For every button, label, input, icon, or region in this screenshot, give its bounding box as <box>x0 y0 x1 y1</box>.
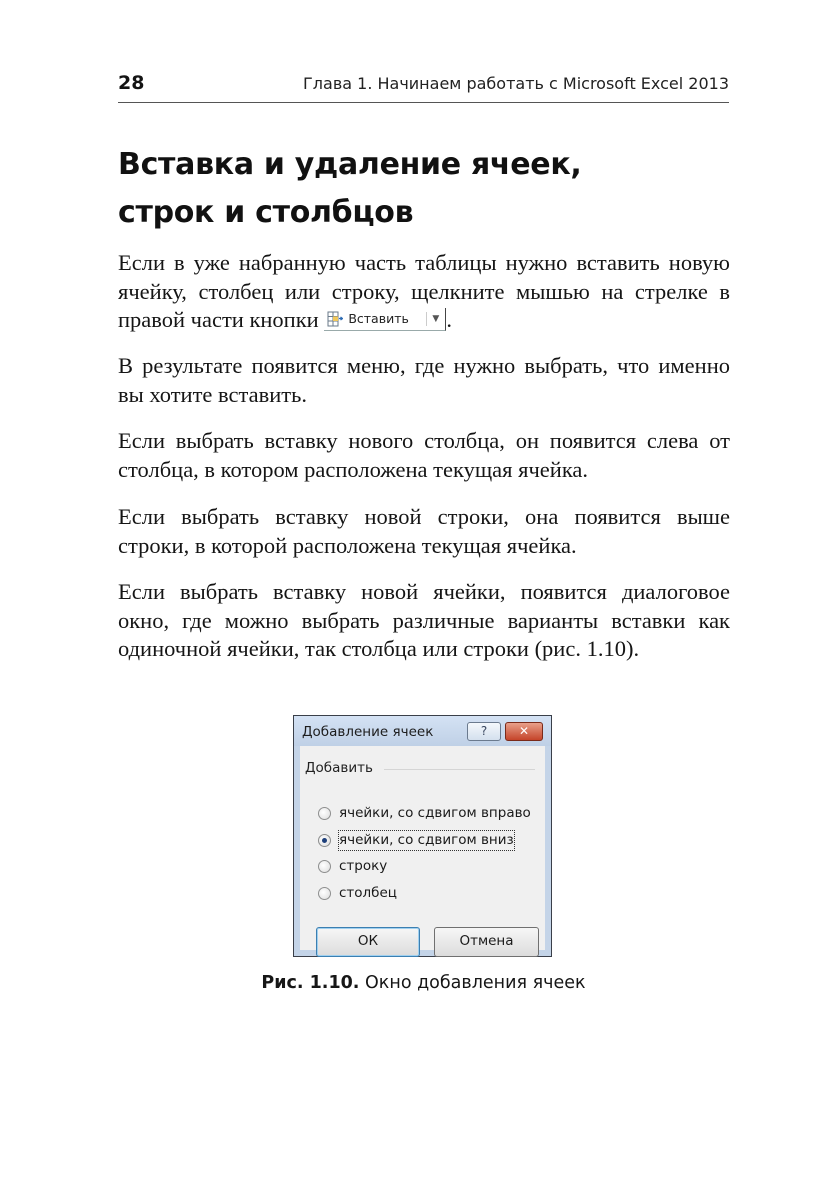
figure-caption <box>118 973 729 993</box>
group-label: Добавить <box>305 760 373 776</box>
paragraph-1-end: . <box>446 307 452 332</box>
section-title-line2: строк и столбцов <box>118 195 414 230</box>
group-divider <box>384 769 535 770</box>
option-label: строку <box>339 858 388 874</box>
paragraph-3: Если выбрать вставку нового столбца, он появится слева от столбца, в котором расположена текущая ячейка. <box>118 428 730 482</box>
paragraph-1-text: Если в уже набранную часть таблицы нужно вставить новую ячейку, столбец или строку, щелкните мышью на стрелке в правой части кнопки <box>118 250 730 332</box>
help-button[interactable]: ? <box>467 722 501 741</box>
ok-button[interactable]: ОК <box>316 927 420 957</box>
paragraph-5: Если выбрать вставку новой ячейки, появится диалоговое окно, где можно выбрать различные варианты вставки как одиночной ячейки, так столбца или строки (рис. 1.10). <box>118 579 730 661</box>
figure-caption-text: Окно добавления ячеек <box>365 973 586 993</box>
running-title: Глава 1. Начинаем работать с Microsoft Excel 2013 <box>303 74 729 93</box>
option-label: столбец <box>339 885 397 901</box>
dialog-titlebar <box>294 716 551 746</box>
radio-shift-down[interactable] <box>318 834 331 847</box>
radio-column[interactable] <box>318 887 331 900</box>
section-title <box>118 141 729 237</box>
dialog-title: Добавление ячеек <box>302 724 434 740</box>
page-header <box>118 70 729 103</box>
insert-button-image <box>324 308 446 331</box>
paragraph-1 <box>118 249 730 335</box>
figure-number: Рис. 1.10. <box>261 973 360 993</box>
page-number: 28 <box>118 72 145 94</box>
option-label: ячейки, со сдвигом вниз <box>339 832 514 848</box>
close-button[interactable]: ✕ <box>505 722 543 741</box>
insert-button-label: Вставить <box>348 311 409 326</box>
dialog-body <box>300 746 545 950</box>
radio-row[interactable] <box>318 860 331 873</box>
paragraph-4: Если выбрать вставку новой строки, она появится выше строки, в которой расположена текущая ячейка. <box>118 504 730 558</box>
radio-shift-right[interactable] <box>318 807 331 820</box>
cancel-button[interactable]: Отмена <box>434 927 539 957</box>
insert-button-separator <box>426 312 427 326</box>
chevron-down-icon: ▼ <box>432 314 440 324</box>
insert-cells-icon <box>327 311 343 327</box>
option-label: ячейки, со сдвигом вправо <box>339 805 531 821</box>
paragraph-2: В результате появится меню, где нужно выбрать, что именно вы хотите вставить. <box>118 353 730 407</box>
insert-cells-dialog <box>293 715 552 957</box>
section-title-line1: Вставка и удаление ячеек, <box>118 147 582 182</box>
